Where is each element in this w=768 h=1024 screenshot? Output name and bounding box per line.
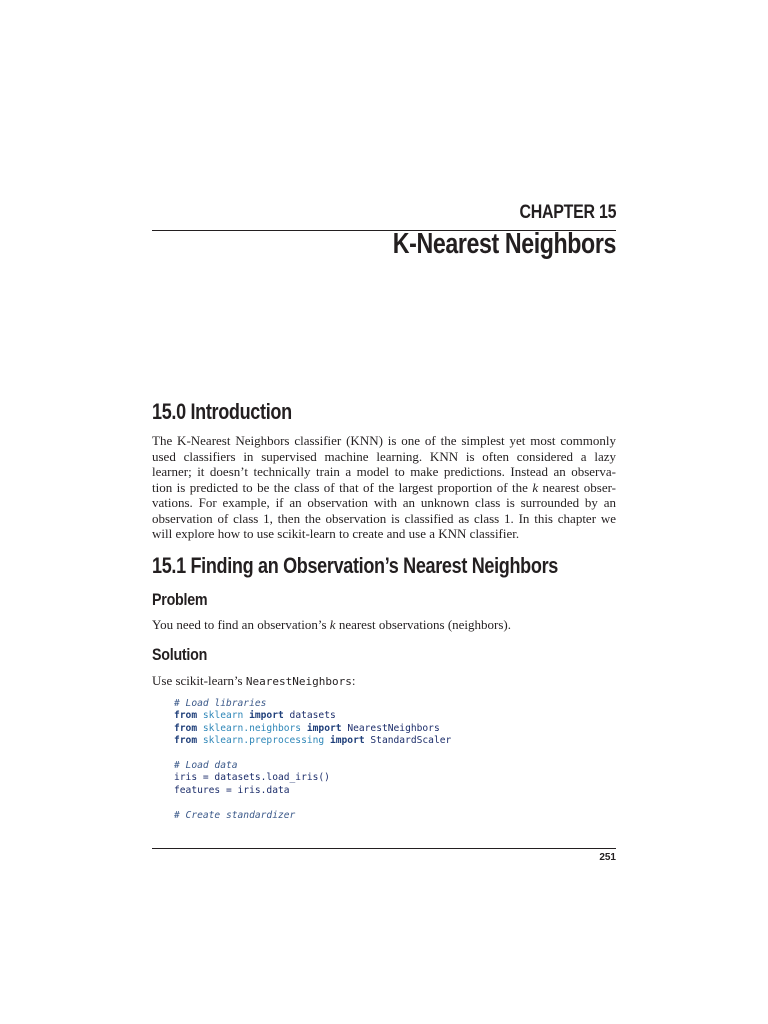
section-heading: 15.1 Finding an Observation’s Nearest Neighbors bbox=[152, 553, 558, 578]
intro-k-italic: k bbox=[532, 479, 539, 495]
intro-heading: 15.0 Introduction bbox=[152, 399, 292, 424]
intro-line: vations. For example, if an observation with an unknown class is surrounded by an bbox=[152, 495, 616, 510]
code-keyword: from bbox=[174, 722, 198, 734]
footer-rule bbox=[152, 848, 616, 849]
solution-text-part: : bbox=[351, 673, 356, 688]
code-module: sklearn.preprocessing bbox=[202, 735, 325, 747]
code-blank-line bbox=[174, 797, 451, 809]
intro-line-text: nearest obser- bbox=[538, 479, 616, 495]
solution-heading: Solution bbox=[152, 645, 208, 664]
solution-text-part: Use scikit-learn’s bbox=[152, 673, 246, 688]
intro-line: observation of class 1, then the observation is classified as class 1. In this chapter we bbox=[152, 510, 616, 526]
code-line: features = iris.data bbox=[174, 784, 290, 796]
code-block bbox=[174, 698, 451, 822]
code-line bbox=[174, 710, 451, 722]
problem-text-part: nearest observations (neighbors). bbox=[335, 617, 512, 632]
chapter-label: CHAPTER 15 bbox=[519, 202, 616, 223]
code-keyword: from bbox=[174, 735, 198, 747]
problem-k-italic: k bbox=[329, 617, 336, 632]
code-line: iris = datasets.load_iris() bbox=[174, 772, 330, 784]
code-keyword: import bbox=[249, 710, 284, 722]
code-name: NearestNeighbors bbox=[347, 722, 440, 734]
intro-paragraph bbox=[152, 433, 616, 542]
code-name: StandardScaler bbox=[370, 735, 452, 747]
intro-line: learner; it doesn’t technically train a model to make predictions. Instead an observa- bbox=[152, 464, 616, 479]
intro-line bbox=[152, 480, 616, 496]
code-keyword: from bbox=[174, 710, 198, 722]
code-keyword: import bbox=[306, 722, 342, 734]
intro-line: used classifiers in supervised machine learning. KNN is often considered a lazy bbox=[152, 448, 616, 464]
problem-heading: Problem bbox=[152, 590, 208, 609]
solution-inline-code: NearestNeighbors bbox=[245, 675, 352, 688]
code-comment: # Load libraries bbox=[174, 698, 267, 709]
code-line bbox=[174, 723, 451, 735]
code-blank-line bbox=[174, 748, 451, 760]
code-name: datasets bbox=[289, 710, 336, 722]
intro-line: The K-Nearest Neighbors classifier (KNN) is one of the simplest yet most commonly bbox=[152, 433, 616, 448]
problem-text-part: You need to find an observation’s bbox=[152, 617, 330, 632]
problem-text bbox=[152, 617, 511, 633]
chapter-title: K-Nearest Neighbors bbox=[392, 228, 616, 260]
solution-text bbox=[152, 673, 355, 689]
code-comment: # Load data bbox=[174, 759, 238, 771]
code-module: sklearn bbox=[202, 710, 244, 722]
code-line bbox=[174, 735, 451, 747]
intro-line-text: tion is predicted to be the class of that of the largest proportion of the bbox=[152, 479, 533, 495]
code-keyword: import bbox=[329, 735, 365, 747]
code-comment: # Create standardizer bbox=[174, 809, 296, 821]
code-module: sklearn.neighbors bbox=[202, 722, 302, 734]
intro-line: will explore how to use scikit-learn to create and use a KNN classifier. bbox=[152, 526, 520, 541]
page-number: 251 bbox=[599, 852, 616, 863]
